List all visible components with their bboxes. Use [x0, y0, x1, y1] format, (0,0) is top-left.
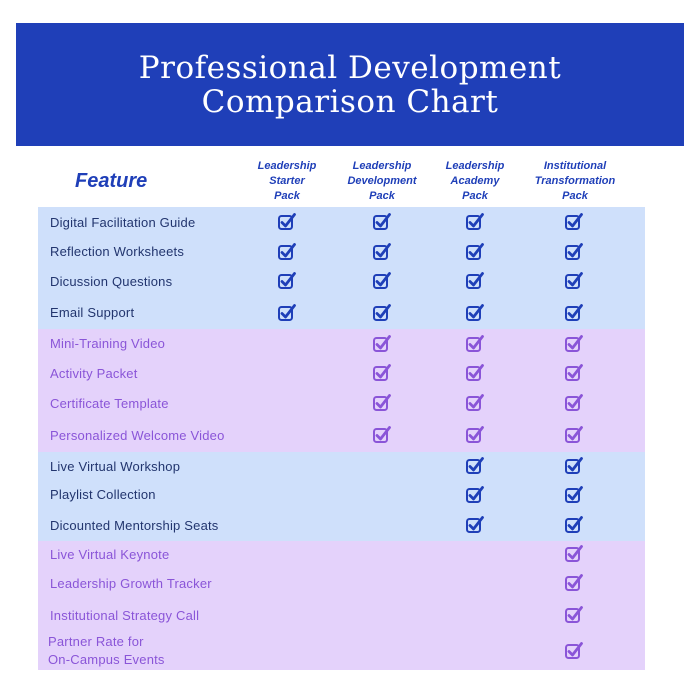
feature-row: [38, 329, 645, 358]
checkbox-checked-icon: [564, 605, 584, 625]
feature-row: [38, 418, 645, 452]
feature-label: Activity Packet: [50, 365, 138, 381]
title-banner: [16, 23, 684, 146]
checkbox-checked-icon: [465, 242, 485, 262]
checkbox-checked-icon: [564, 485, 584, 505]
checkbox-checked-icon: [465, 303, 485, 323]
feature-row: [38, 480, 645, 509]
checkbox-checked-icon: [465, 393, 485, 413]
checkbox-checked-icon: [564, 544, 584, 564]
checkbox-checked-icon: [465, 363, 485, 383]
checkbox-checked-icon: [465, 271, 485, 291]
checkbox-checked-icon: [372, 303, 392, 323]
checkbox-checked-icon: [465, 456, 485, 476]
pack-header-starter: [237, 159, 337, 204]
checkbox-checked-icon: [465, 212, 485, 232]
title-line-1: Professional Development: [138, 49, 562, 86]
feature-label-line: Partner Rate for: [48, 633, 144, 649]
checkbox-checked-icon: [564, 425, 584, 445]
feature-label: Reflection Worksheets: [50, 244, 185, 259]
feature-label: Live Virtual Workshop: [50, 458, 181, 474]
checkbox-checked-icon: [372, 334, 392, 354]
checkbox-checked-icon: [564, 363, 584, 383]
feature-row: [38, 237, 645, 266]
feature-label: Live Virtual Keynote: [50, 546, 170, 562]
checkbox-checked-icon: [465, 515, 485, 535]
feature-row: [38, 452, 645, 480]
checkbox-checked-icon: [564, 242, 584, 262]
feature-label-line: On-Campus Events: [48, 651, 165, 667]
feature-row: [38, 358, 645, 388]
feature-label: Dicussion Questions: [50, 273, 173, 289]
feature-row: [38, 207, 645, 237]
pack-header-line: Academy: [450, 175, 500, 187]
checkbox-checked-icon: [465, 425, 485, 445]
title-line-2: Comparison Chart: [201, 83, 499, 120]
pack-header-line: Development: [347, 175, 417, 187]
checkbox-checked-icon: [372, 425, 392, 445]
pack-header-line: Pack: [462, 190, 488, 202]
checkbox-checked-icon: [564, 271, 584, 291]
checkbox-checked-icon: [372, 393, 392, 413]
checkbox-checked-icon: [564, 641, 584, 661]
pack-header-line: Starter: [269, 175, 305, 187]
checkbox-checked-icon: [564, 573, 584, 593]
checkbox-checked-icon: [372, 363, 392, 383]
feature-row: [38, 599, 645, 631]
checkbox-checked-icon: [564, 456, 584, 476]
feature-label: Certificate Template: [50, 395, 169, 411]
checkbox-checked-icon: [465, 485, 485, 505]
feature-row: [38, 296, 645, 329]
checkbox-checked-icon: [564, 303, 584, 323]
checkbox-checked-icon: [564, 515, 584, 535]
feature-label: [48, 631, 165, 670]
pack-header-line: Leadership: [445, 160, 505, 172]
checkbox-checked-icon: [277, 303, 297, 323]
feature-column-header: Feature: [75, 170, 148, 192]
pack-header-line: Pack: [562, 190, 588, 202]
feature-label: Mini-Training Video: [50, 336, 166, 351]
feature-label: Personalized Welcome Video: [50, 427, 225, 443]
feature-label: Digital Facilitation Guide: [50, 214, 196, 230]
pack-header-academy: [425, 159, 525, 204]
feature-row: [38, 388, 645, 418]
checkbox-checked-icon: [465, 334, 485, 354]
checkbox-checked-icon: [277, 242, 297, 262]
checkbox-checked-icon: [372, 242, 392, 262]
pack-header-line: Pack: [274, 190, 300, 202]
feature-row: [38, 567, 645, 599]
checkbox-checked-icon: [277, 271, 297, 291]
feature-label: Leadership Growth Tracker: [50, 575, 212, 591]
checkbox-checked-icon: [564, 393, 584, 413]
feature-label: Playlist Collection: [50, 487, 156, 502]
checkbox-checked-icon: [372, 271, 392, 291]
checkbox-checked-icon: [564, 212, 584, 232]
feature-label: Institutional Strategy Call: [50, 607, 200, 623]
pack-header-line: Institutional: [543, 160, 607, 172]
pack-header-line: Leadership: [257, 160, 317, 172]
pack-header-line: Transformation: [534, 175, 616, 187]
feature-row: [38, 631, 645, 670]
feature-row: [38, 509, 645, 541]
pack-header-line: Pack: [369, 190, 395, 202]
pack-header-development: [332, 159, 432, 204]
checkbox-checked-icon: [564, 334, 584, 354]
feature-row: [38, 541, 645, 567]
pack-header-institutional: [525, 159, 625, 204]
pack-header-line: Leadership: [352, 160, 412, 172]
checkbox-checked-icon: [277, 212, 297, 232]
checkbox-checked-icon: [372, 212, 392, 232]
feature-label: Dicounted Mentorship Seats: [50, 517, 219, 533]
feature-row: [38, 266, 645, 296]
feature-label: Email Support: [50, 305, 135, 320]
